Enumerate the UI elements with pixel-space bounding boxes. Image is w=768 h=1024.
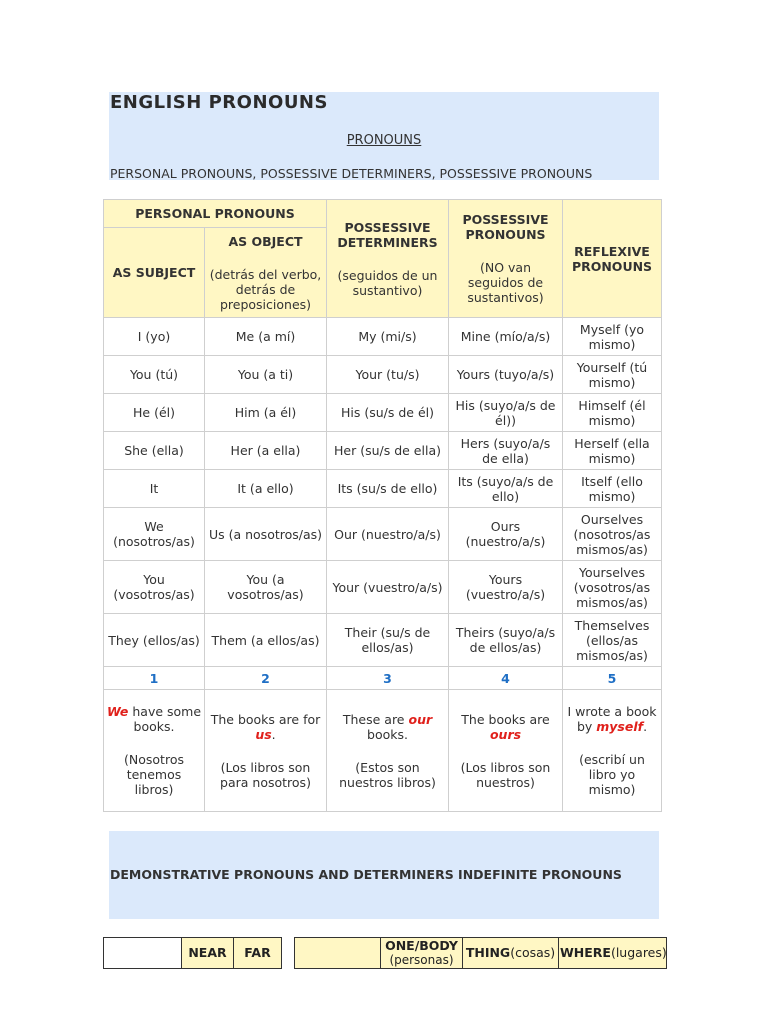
section-heading-personal: PERSONAL PRONOUNS, POSSESSIVE DETERMINERS, POSSESSIVE PRONOUNS bbox=[110, 166, 593, 181]
example-translation: (Estos son nuestros libros) bbox=[339, 759, 436, 790]
object-cell: You (a ti) bbox=[205, 356, 327, 394]
header-det-label: POSSESSIVE DETERMINERS bbox=[337, 219, 438, 250]
determiner-cell: Their (su/s de ellos/as) bbox=[327, 614, 449, 667]
header-pron-note: (NO van seguidos de sustantivos) bbox=[467, 260, 544, 305]
column-number: 4 bbox=[449, 667, 563, 690]
subject-cell: It bbox=[104, 470, 205, 508]
page-title: ENGLISH PRONOUNS bbox=[110, 92, 328, 113]
possessive-cell: Theirs (suyo/a/s de ellos/as) bbox=[449, 614, 563, 667]
where-note: (lugares) bbox=[610, 945, 667, 960]
determiner-cell: Your (vuestro/a/s) bbox=[327, 561, 449, 614]
header-personal-pronouns: PERSONAL PRONOUNS bbox=[104, 200, 327, 228]
reflexive-cell: Herself (ella mismo) bbox=[563, 432, 662, 470]
subject-cell: I (yo) bbox=[104, 318, 205, 356]
header-reflexive-pronouns: REFLEXIVE PRONOUNS bbox=[563, 200, 662, 318]
table-row bbox=[104, 432, 662, 470]
possessive-cell: His (suyo/a/s de él)) bbox=[449, 394, 563, 432]
column-number-row bbox=[104, 667, 662, 690]
highlighted-pronoun: myself bbox=[596, 719, 644, 734]
example-text: The books are for us. bbox=[210, 711, 321, 742]
subject-cell: We (nosotros/as) bbox=[104, 508, 205, 561]
reflexive-cell: Himself (él mismo) bbox=[563, 394, 662, 432]
header-where bbox=[559, 938, 667, 969]
header-near: NEAR bbox=[182, 938, 234, 969]
possessive-cell: Ours (nuestro/a/s) bbox=[449, 508, 563, 561]
highlighted-pronoun: us bbox=[255, 726, 272, 742]
possessive-cell: Its (suyo/a/s de ello) bbox=[449, 470, 563, 508]
possessive-cell: Yours (vuestro/a/s) bbox=[449, 561, 563, 614]
example-translation: (Los libros son nuestros) bbox=[460, 759, 551, 790]
header-object-note: (detrás del verbo, detrás de preposiciones) bbox=[209, 266, 322, 312]
reflexive-cell: Itself (ello mismo) bbox=[563, 470, 662, 508]
object-cell: Her (a ella) bbox=[205, 432, 327, 470]
table-row bbox=[104, 561, 662, 614]
determiner-cell: His (su/s de él) bbox=[327, 394, 449, 432]
header-far: FAR bbox=[234, 938, 282, 969]
possessive-cell: Hers (suyo/a/s de ella) bbox=[449, 432, 563, 470]
blank-cell bbox=[104, 938, 182, 969]
header-one-body bbox=[381, 938, 463, 969]
object-cell: Me (a mí) bbox=[205, 318, 327, 356]
header-possessive-pronouns bbox=[449, 200, 563, 318]
header-possessive-determiners bbox=[327, 200, 449, 318]
header-thing bbox=[463, 938, 559, 969]
object-cell: It (a ello) bbox=[205, 470, 327, 508]
section-heading-demonstrative: DEMONSTRATIVE PRONOUNS AND DETERMINERS INDEFINITE PRONOUNS bbox=[110, 867, 622, 882]
table-row bbox=[104, 394, 662, 432]
header-object-label: AS OBJECT bbox=[228, 233, 303, 249]
demonstrative-table bbox=[103, 937, 282, 969]
column-number: 5 bbox=[563, 667, 662, 690]
possessive-cell: Yours (tuyo/a/s) bbox=[449, 356, 563, 394]
example-text: We have some books. bbox=[106, 704, 202, 734]
example-row bbox=[104, 690, 662, 812]
example-text: The books are ours bbox=[461, 711, 550, 742]
thing-note: (cosas) bbox=[510, 945, 556, 960]
determiner-cell: Its (su/s de ello) bbox=[327, 470, 449, 508]
where-label: WHERE bbox=[560, 945, 611, 960]
object-cell: Him (a él) bbox=[205, 394, 327, 432]
subject-cell: You (vosotros/as) bbox=[104, 561, 205, 614]
column-number: 1 bbox=[104, 667, 205, 690]
subject-cell: He (él) bbox=[104, 394, 205, 432]
blank-cell bbox=[295, 938, 381, 969]
determiner-cell: Your (tu/s) bbox=[327, 356, 449, 394]
object-cell: Them (a ellos/as) bbox=[205, 614, 327, 667]
possessive-cell: Mine (mío/a/s) bbox=[449, 318, 563, 356]
example-text: I wrote a book by myself. bbox=[567, 704, 657, 734]
table-row bbox=[104, 318, 662, 356]
table-row bbox=[104, 614, 662, 667]
determiner-cell: Our (nuestro/a/s) bbox=[327, 508, 449, 561]
pronouns-table bbox=[103, 199, 662, 812]
header-as-object bbox=[205, 228, 327, 318]
object-cell: You (a vosotros/as) bbox=[205, 561, 327, 614]
example-cell bbox=[563, 690, 662, 812]
object-cell: Us (a nosotros/as) bbox=[205, 508, 327, 561]
example-translation: (Los libros son para nosotros) bbox=[220, 759, 311, 790]
reflexive-cell: Yourself (tú mismo) bbox=[563, 356, 662, 394]
table-row bbox=[104, 356, 662, 394]
determiner-cell: Her (su/s de ella) bbox=[327, 432, 449, 470]
example-cell bbox=[205, 690, 327, 812]
example-text: These are our books. bbox=[342, 711, 433, 742]
column-number: 3 bbox=[327, 667, 449, 690]
example-cell bbox=[104, 690, 205, 812]
column-number: 2 bbox=[205, 667, 327, 690]
table-row bbox=[104, 508, 662, 561]
reflexive-cell: Themselves (ellos/as mismos/as) bbox=[563, 614, 662, 667]
example-translation: (escribí un libro yo mismo) bbox=[579, 752, 645, 797]
subject-cell: You (tú) bbox=[104, 356, 205, 394]
one-body-label: ONE/BODY bbox=[385, 938, 458, 953]
subject-cell: She (ella) bbox=[104, 432, 205, 470]
example-cell bbox=[449, 690, 563, 812]
subtitle-link[interactable]: PRONOUNS bbox=[346, 133, 422, 148]
reflexive-cell: Ourselves (nosotros/as mismos/as) bbox=[563, 508, 662, 561]
header-pron-label: POSSESSIVE PRONOUNS bbox=[462, 212, 549, 242]
highlighted-pronoun: ours bbox=[489, 726, 522, 742]
subject-cell: They (ellos/as) bbox=[104, 614, 205, 667]
thing-label: THING bbox=[465, 945, 511, 960]
indefinite-table bbox=[294, 937, 667, 969]
determiner-cell: My (mi/s) bbox=[327, 318, 449, 356]
highlighted-pronoun: our bbox=[408, 711, 433, 727]
one-body-note: (personas) bbox=[389, 953, 454, 967]
example-translation: (Nosotros tenemos libros) bbox=[124, 752, 184, 797]
highlighted-pronoun: We bbox=[106, 704, 129, 719]
header-as-subject: AS SUBJECT bbox=[104, 228, 205, 318]
example-cell bbox=[327, 690, 449, 812]
reflexive-cell: Yourselves (vosotros/as mismos/as) bbox=[563, 561, 662, 614]
reflexive-cell: Myself (yo mismo) bbox=[563, 318, 662, 356]
table-row bbox=[104, 470, 662, 508]
header-det-note: (seguidos de un sustantivo) bbox=[337, 267, 438, 298]
